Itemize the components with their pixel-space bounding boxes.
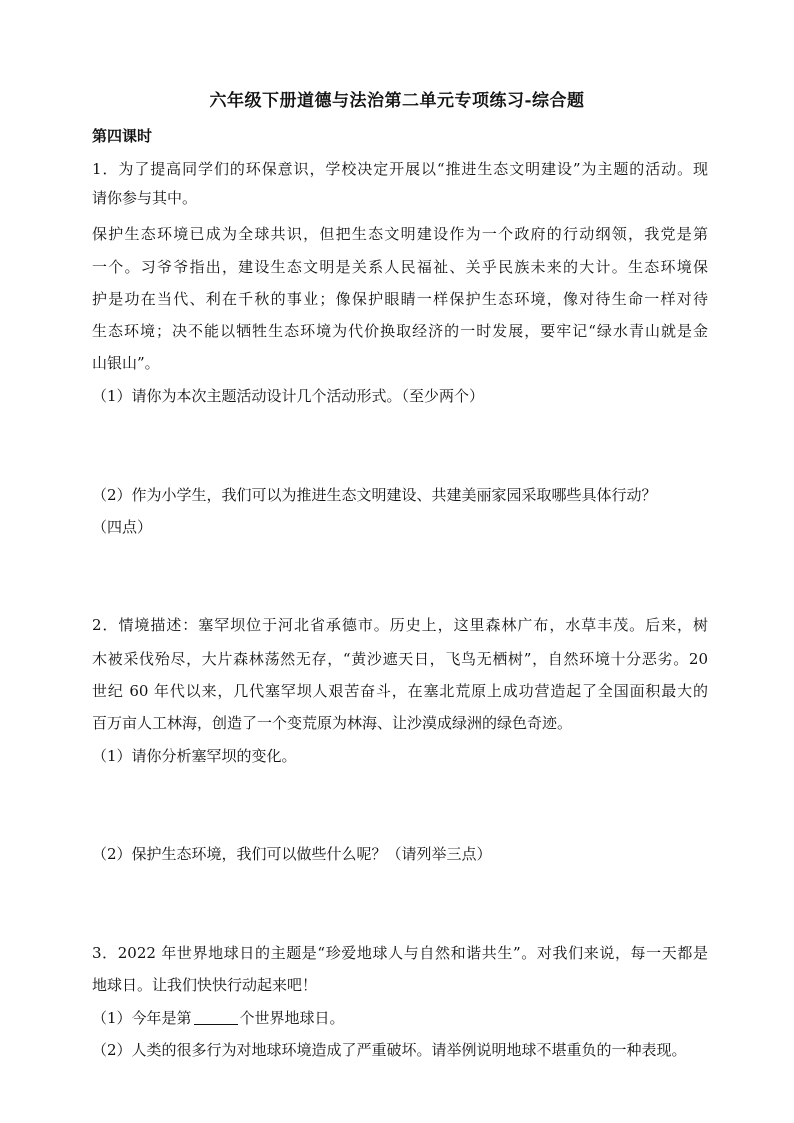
answer-blank[interactable]	[194, 1010, 238, 1025]
q3-intro-line-2: 地球日。让我们快快行动起来吧！	[92, 976, 318, 994]
q2-scenario-line-1: 2．情境描述：塞罕坝位于河北省承德市。历史上，这里森林广布，水草丰茂。后来，树	[92, 616, 708, 634]
worksheet-title: 六年级下册道德与法治第二单元专项练习-综合题	[209, 91, 585, 111]
q3-subquestion-1-suffix: 个世界地球日。	[239, 1009, 345, 1027]
q1-passage-line-2: 一个。习爷爷指出，建设生态文明是关系人民福祉、关乎民族未来的大计。生态环境保	[92, 258, 708, 276]
q1-subquestion-2-line-1: （2）作为小学生，我们可以为推进生态文明建设、共建美丽家园采取哪些具体行动？	[92, 486, 657, 504]
q3-subquestion-1	[92, 1008, 708, 1028]
q1-intro-line-2: 请你参与其中。	[92, 189, 198, 207]
lesson-heading: 第四课时	[92, 127, 153, 145]
q1-intro-line-1: 1．为了提高同学们的环保意识，学校决定开展以“推进生态文明建设”为主题的活动。现	[92, 160, 708, 178]
q3-intro-line-1: 3．2022 年世界地球日的主题是“珍爱地球人与自然和谐共生”。对我们来说，每一天都是	[92, 944, 708, 962]
q2-subquestion-2: （2）保护生态环境，我们可以做些什么呢？（请列举三点）	[92, 845, 492, 863]
q1-passage-line-3: 护是功在当代、利在千秋的事业；像保护眼睛一样保护生态环境，像对待生命一样对待	[92, 290, 708, 308]
q1-passage-line-5: 山银山”。	[92, 354, 160, 372]
q1-passage-line-4: 生态环境；决不能以牺牲生态环境为代价换取经济的一时发展，要牢记“绿水青山就是金	[92, 322, 708, 340]
q2-scenario-line-3: 世纪 60 年代以来，几代塞罕坝人艰苦奋斗，在塞北荒原上成功营造起了全国面积最大的	[92, 682, 708, 700]
q3-subquestion-2: （2）人类的很多行为对地球环境造成了严重破坏。请举例说明地球不堪重负的一种表现。	[92, 1041, 687, 1059]
q1-passage-line-1: 保护生态环境已成为全球共识，但把生态文明建设作为一个政府的行动纲领，我党是第	[92, 225, 708, 243]
q3-subquestion-1-prefix: （1）今年是第	[92, 1009, 192, 1027]
q1-subquestion-2-line-2: （四点）	[92, 518, 153, 536]
q2-subquestion-1: （1）请你分析塞罕坝的变化。	[92, 747, 297, 765]
q2-scenario-line-2: 木被采伐殆尽，大片森林荡然无存，“黄沙遮天日，飞鸟无栖树”，自然环境十分恶劣。20	[92, 650, 708, 668]
q1-subquestion-1: （1）请你为本次主题活动设计几个活动形式。（至少两个）	[92, 387, 485, 405]
q2-scenario-line-4: 百万亩人工林海，创造了一个变荒原为林海、让沙漠成绿洲的绿色奇迹。	[92, 714, 573, 732]
